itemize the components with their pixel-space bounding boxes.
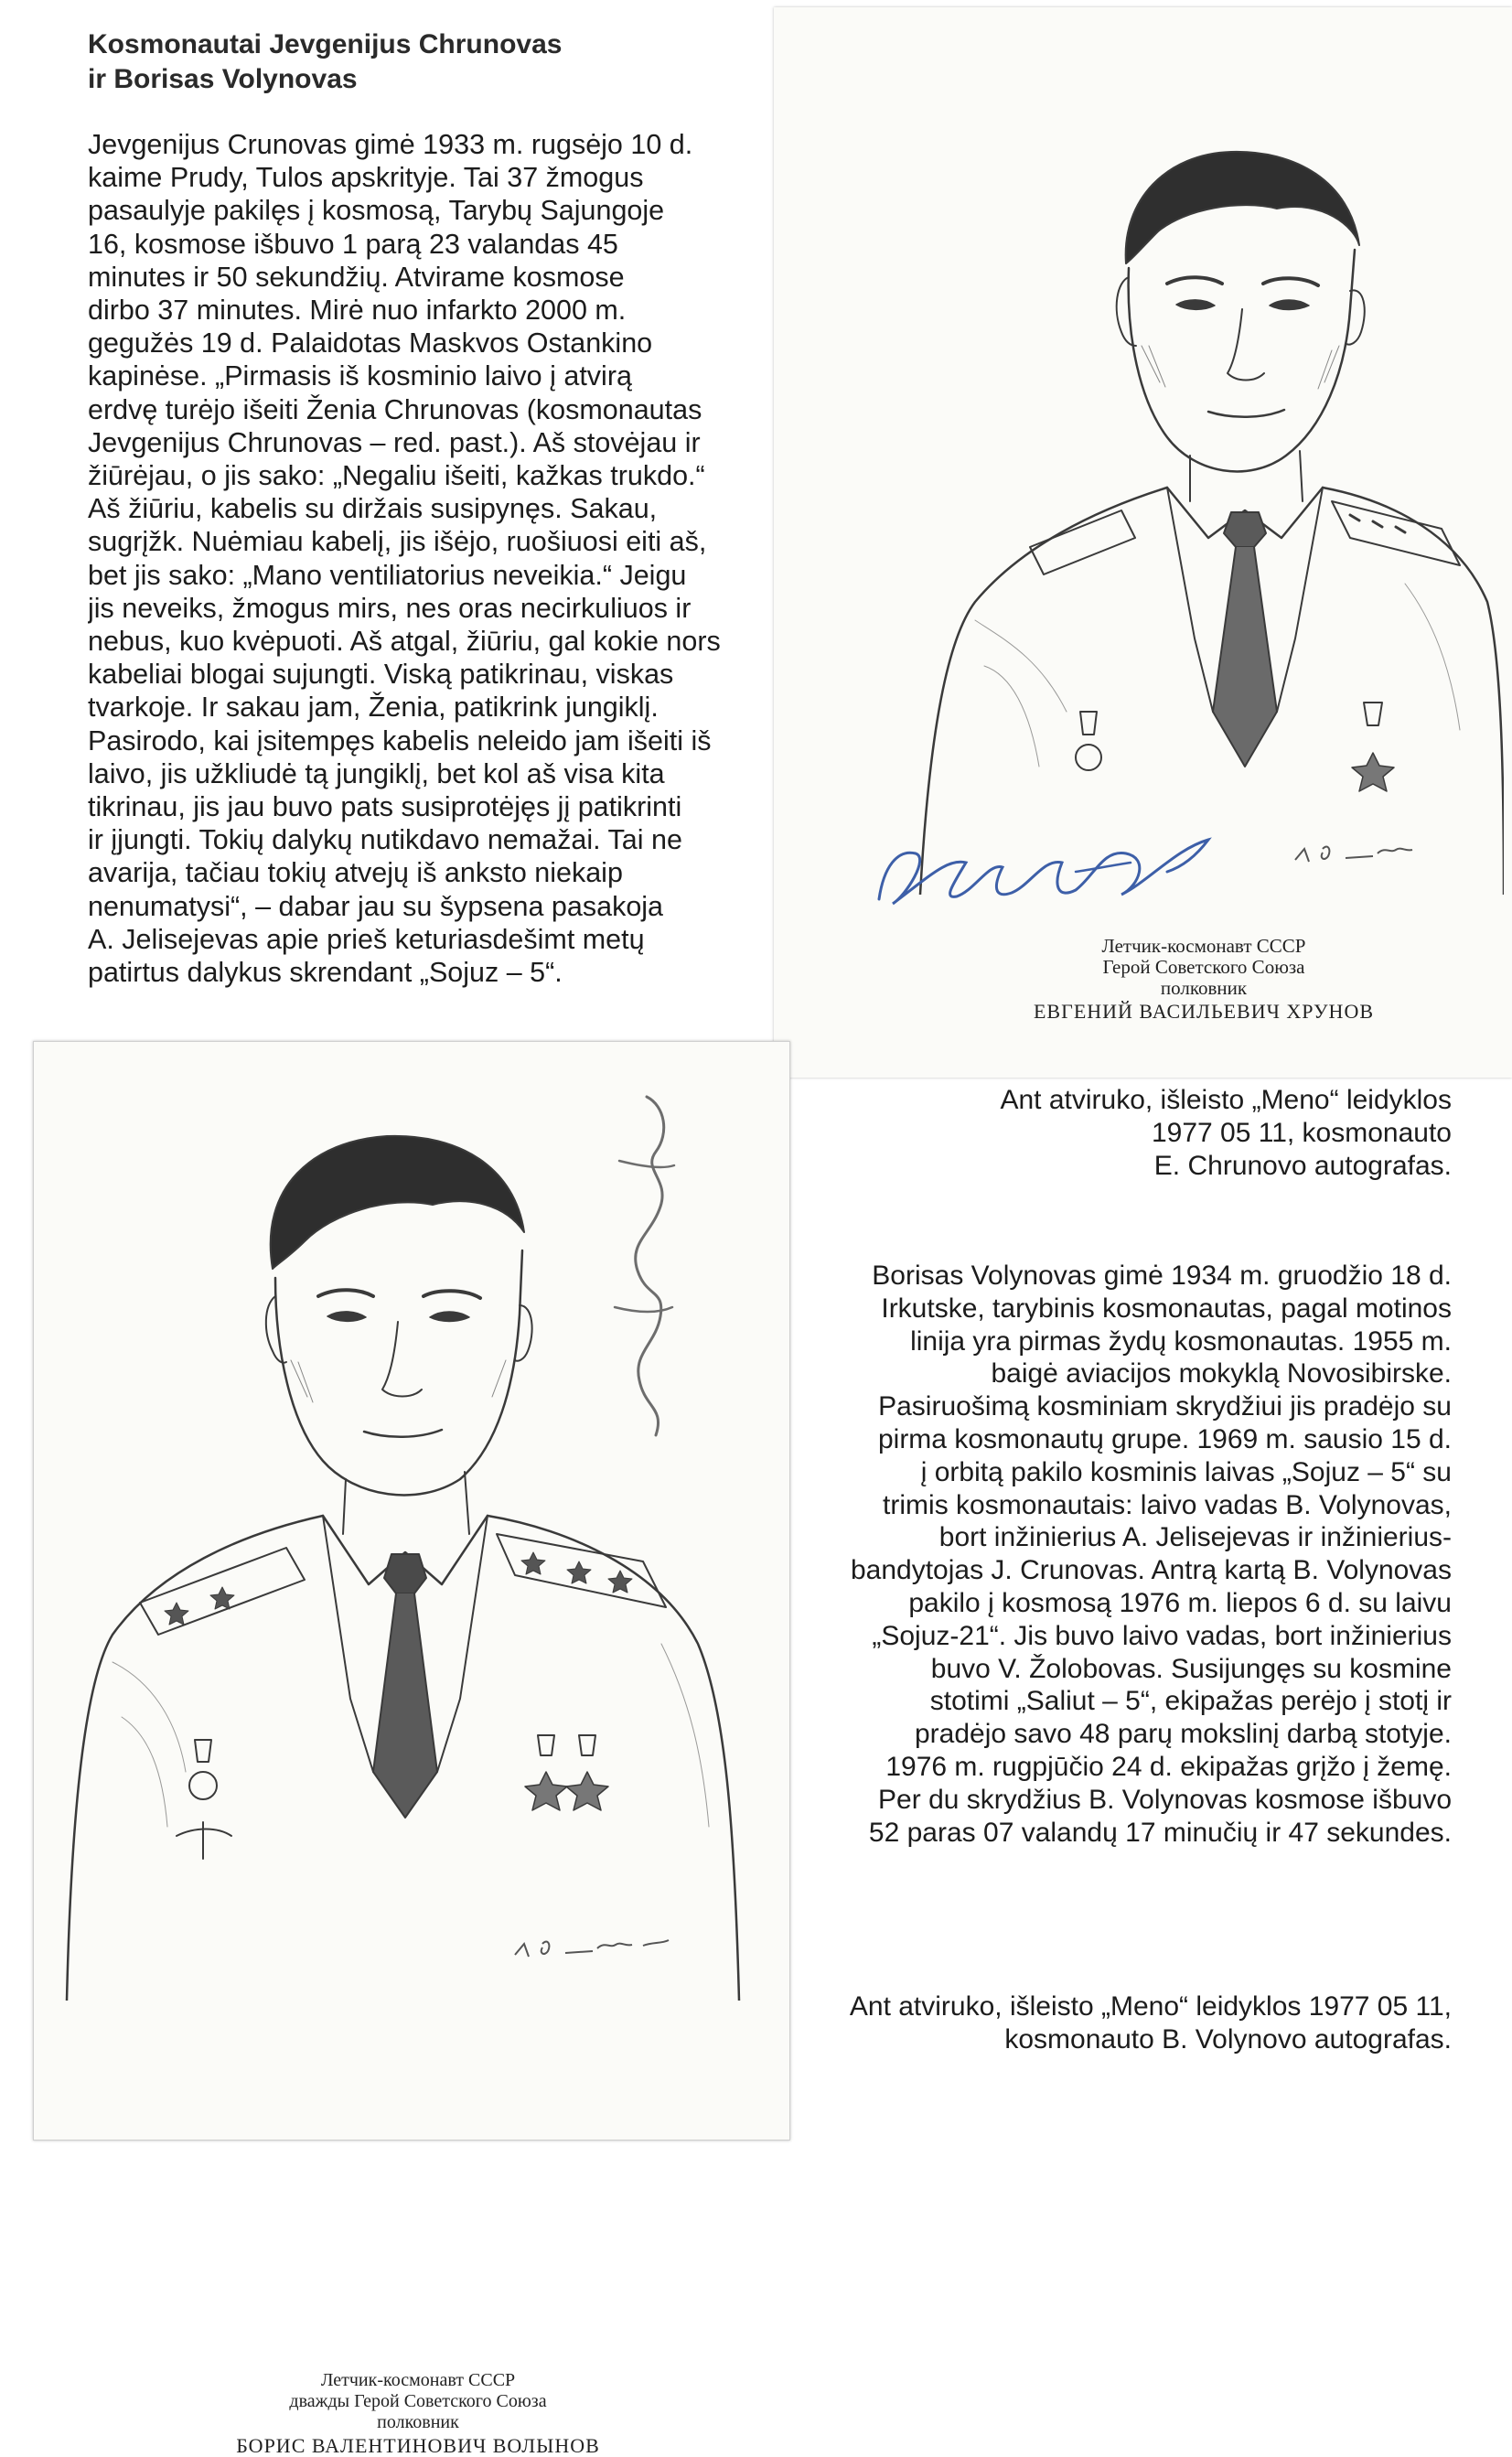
bio-volynov-line: „Sojuz-21“. Jis buvo laivo vadas, bort inžinierius (872, 1620, 1452, 1651)
bio-volynov-line: stotimi „Saliut – 5“, ekipažas perėjo į stotį ir (929, 1686, 1452, 1717)
bio-chrunov-line: Jevgenijus Crunovas gimė 1933 m. rugsėjo 10 d. (88, 129, 693, 160)
bio-volynov-line: 1976 m. rugpjūčio 24 d. ekipažas grįžo į žemę. (885, 1751, 1452, 1782)
note-volynov-line: Ant atviruko, išleisto „Meno“ leidyklos 1977 05 11, (849, 1991, 1452, 2022)
bio-volynov-line: buvo V. Žolobovas. Susijungęs su kosmine (930, 1653, 1452, 1684)
article-title (88, 27, 673, 97)
caption-line: полковник (1160, 977, 1248, 999)
autograph-volynov (583, 1078, 692, 1463)
bio-volynov-line: linija yra pirmas žydų kosmonautas. 1955 m. (910, 1325, 1452, 1357)
note-chrunov (866, 1084, 1452, 1183)
bio-chrunov-line: tikrinau, jis jau buvo pats susiprotėjęs jį patikrinti (88, 791, 682, 823)
bio-chrunov-line: minutes ir 50 sekundžių. Atvirame kosmose (88, 261, 625, 293)
bio-chrunov-line: nebus, kuo kvėpuoti. Aš atgal, žiūriu, gal kokie nors (88, 626, 721, 658)
caption-name: БОРИС ВАЛЕНТИНОВИЧ ВОЛЫНОВ (236, 2434, 600, 2457)
bio-chrunov-line: gegužės 19 d. Palaidotas Maskvos Ostankino (88, 327, 653, 359)
artist-signature (1295, 847, 1412, 862)
bio-chrunov-line: avarija, tačiau tokių atvejų iš anksto niekaip (88, 857, 623, 889)
bio-chrunov-line: erdvę turėjo išeiti Ženia Chrunovas (kosmonautas (88, 393, 702, 425)
note-chrunov-line: Ant atviruko, išleisto „Meno“ leidyklos (1000, 1085, 1452, 1115)
bio-volynov-line: pakilo į kosmosą 1976 m. liepos 6 d. su laivu (908, 1587, 1452, 1618)
postcard-volynov (33, 1041, 790, 2457)
bio-chrunov-line: ir įjungti. Tokių dalykų nutikdavo nemažai. Tai ne (88, 824, 682, 856)
caption-line: дважды Герой Советского Союза (289, 2391, 547, 2411)
bio-volynov-line: Pasiruošimą kosminiam skrydžiui jis pradėjo su (878, 1391, 1452, 1422)
caption-line: полковник (377, 2412, 459, 2432)
bio-chrunov-line: žiūrėjau, o jis sako: „Negaliu išeiti, kažkas trukdo.“ (88, 460, 705, 492)
bio-volynov-line: baigė aviacijos mokyklą Novosibirske. (991, 1358, 1452, 1389)
bio-chrunov-line: Jevgenijus Chrunovas – red. past.). Aš stovėjau ir (88, 426, 701, 458)
title-line: ir Borisas Volynovas (88, 64, 358, 94)
bio-chrunov-line: nenumatysi“, – dabar jau su šypsena pasakoja (88, 890, 664, 922)
caption-line: Летчик-космонавт СССР (320, 2370, 516, 2390)
bio-chrunov-line: laivo, jis užkliudė tą jungiklį, bet kol aš visa kita (88, 757, 665, 789)
postcard-chrunov (774, 7, 1512, 1078)
bio-chrunov-line: patirtus dalykus skrendant „Sojuz – 5“. (88, 957, 563, 989)
autograph-chrunov (865, 812, 1231, 922)
bio-chrunov-line: Aš žiūriu, kabelis su diržais susipynęs. Sakau, (88, 493, 658, 525)
bio-volynov (720, 1260, 1452, 1849)
bio-chrunov-line: kapinėse. „Pirmasis iš kosminio laivo į atvirą (88, 360, 632, 392)
bio-volynov-line: bort inžinierius A. Jelisejevas ir inžinierius- (938, 1522, 1452, 1553)
portrait-chrunov (893, 71, 1504, 895)
bio-volynov-line: į orbitą pakilo kosminis laivas „Sojuz – 5“ su (920, 1456, 1452, 1487)
bio-chrunov-line: jis neveiks, žmogus mirs, nes oras necirkuliuos ir (88, 592, 692, 624)
bio-volynov-line: Borisas Volynovas gimė 1934 m. gruodžio 18 d. (872, 1261, 1452, 1291)
bio-chrunov-line: 16, kosmose išbuvo 1 parą 23 valandas 45 (88, 228, 618, 260)
note-chrunov-line: E. Chrunovo autografas. (1153, 1151, 1452, 1181)
note-volynov-line: kosmonauto B. Volynovo autografas. (1004, 2024, 1452, 2055)
bio-chrunov-line: dirbo 37 minutes. Mirė nuo infarkto 2000 m. (88, 295, 627, 327)
note-volynov (628, 1990, 1452, 2056)
bio-volynov-line: bandytojas J. Crunovas. Antrą kartą B. Volynovas (850, 1555, 1452, 1586)
bio-volynov-line: Per du skrydžius B. Volynovas kosmose išbuvo (878, 1784, 1452, 1815)
title-line: Kosmonautai Jevgenijus Chrunovas (88, 29, 563, 59)
bio-volynov-line: 52 paras 07 valandų 17 minučių ir 47 sekundes. (868, 1817, 1452, 1848)
bio-chrunov-line: kabeliai blogai sujungti. Viską patikrinau, viskas (88, 659, 674, 691)
caption-line: Герой Советского Союза (1102, 956, 1305, 978)
note-chrunov-line: 1977 05 11, kosmonauto (1151, 1118, 1452, 1148)
bio-volynov-line: pirma kosmonautų grupe. 1969 m. sausio 15 d. (877, 1423, 1452, 1454)
caption-name: ЕВГЕНИЙ ВАСИЛЬЕВИЧ ХРУНОВ (1033, 1000, 1375, 1023)
bio-chrunov-line: sugrįžk. Nuėmiau kabelį, jis išėjo, ruošiuosi eiti aš, (88, 526, 707, 558)
bio-chrunov-line: tvarkoje. Ir sakau jam, Ženia, patikrink jungiklį. (88, 692, 659, 724)
bio-chrunov-line: Pasirodo, kai įsitempęs kabelis neleido jam išeiti iš (88, 724, 712, 756)
caption-volynov (70, 2370, 766, 2456)
bio-chrunov (88, 128, 783, 1034)
bio-chrunov-line: A. Jelisejevas apie prieš keturiasdešimt metų (88, 923, 645, 955)
bio-volynov-line: pradėjo savo 48 parų mokslinį darbą stotyje. (915, 1719, 1452, 1750)
bio-volynov-line: Irkutske, tarybinis kosmonautas, pagal motinos (881, 1293, 1452, 1324)
caption-line: Летчик-космонавт СССР (1101, 935, 1306, 957)
bio-chrunov-line: bet jis sako: „Mano ventiliatorius neveikia.“ Jeigu (88, 559, 687, 591)
bio-volynov-line: trimis kosmonautais: laivo vadas B. Volynovas, (883, 1489, 1452, 1520)
bio-chrunov-line: kaime Prudy, Tulos apskrityje. Tai 37 žmogus (88, 162, 644, 194)
caption-chrunov (911, 936, 1496, 1022)
artist-signature (515, 1940, 669, 1957)
bio-chrunov-line: pasaulyje pakilęs į kosmosą, Tarybų Sajungoje (88, 195, 665, 227)
